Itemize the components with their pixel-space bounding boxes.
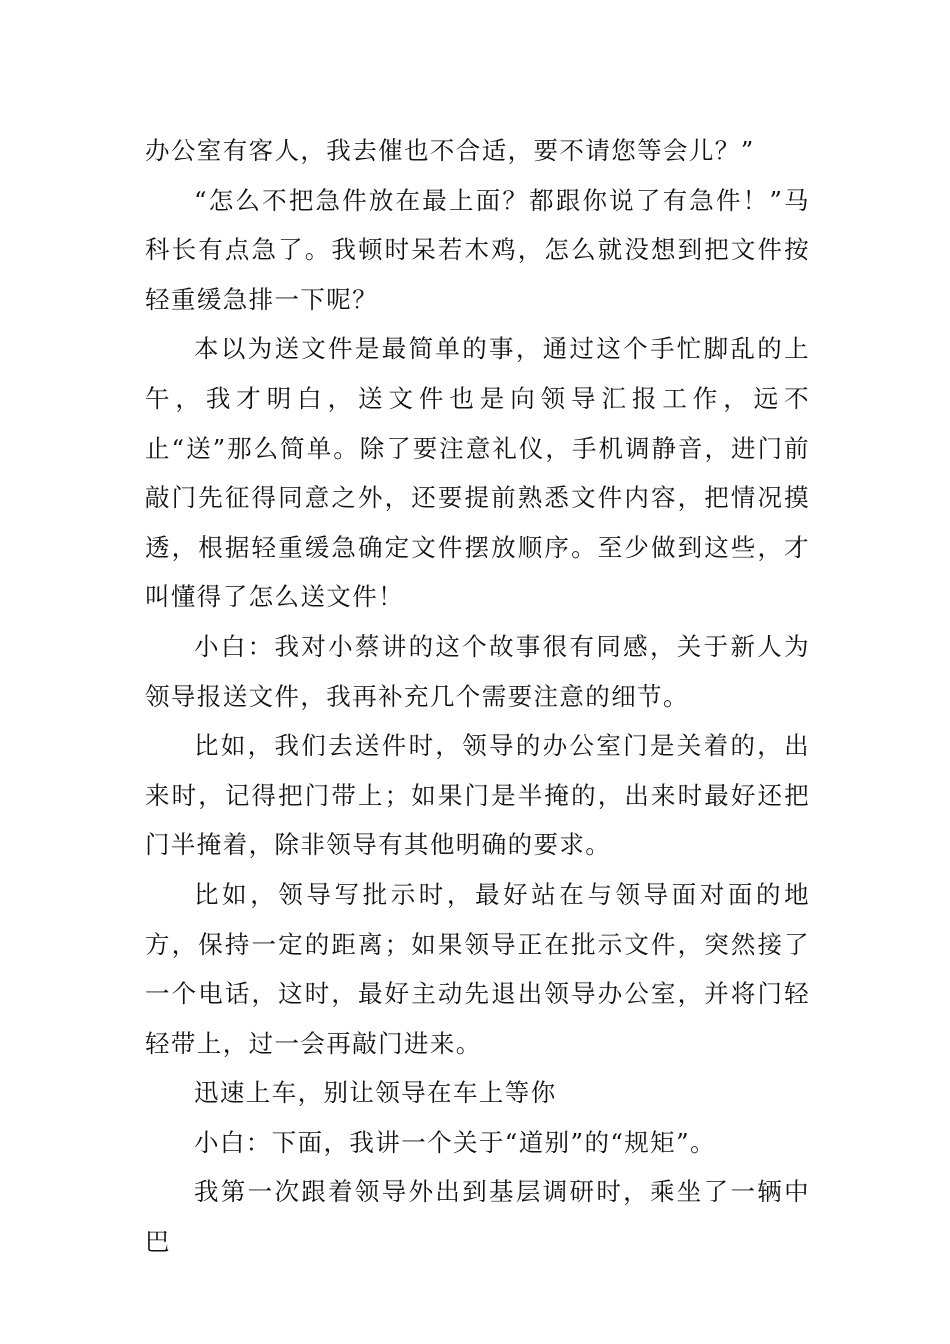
paragraph: 比如，领导写批示时，最好站在与领导面对面的地方，保持一定的距离；如果领导正在批示文件，突然接了一个电话，这时，最好主动先退出领导办公室，并将门轻轻带上，过一会再敲门进来。: [145, 879, 810, 1058]
section-heading: 迅速上车，别让领导在车上等你: [194, 1078, 557, 1108]
paragraph: 小白：我对小蔡讲的这个故事很有同感，关于新人为领导报送文件，我再补充几个需要注意的细节。: [145, 631, 810, 711]
paragraph: “怎么不把急件放在最上面？都跟你说了有急件！”马科长有点急了。我顿时呆若木鸡，怎么就没想到把文件按轻重缓急排一下呢？: [145, 185, 810, 314]
paragraph: 我第一次跟着领导外出到基层调研时，乘坐了一辆中巴: [145, 1177, 810, 1257]
paragraph: 小白：下面，我讲一个关于“道别”的“规矩”。: [194, 1127, 716, 1157]
paragraph: 比如，我们去送件时，领导的办公室门是关着的，出来时，记得把门带上；如果门是半掩的，出来时最好还把门半掩着，除非领导有其他明确的要求。: [145, 731, 810, 860]
paragraph: 本以为送文件是最简单的事，通过这个手忙脚乱的上午，我才明白，送文件也是向领导汇报工作，远不止“送”那么简单。除了要注意礼仪，手机调静音，进门前敲门先征得同意之外，还要提前熟悉文件内容，把情况摸透，根据轻重缓急确定文件摆放顺序。至少做到这些，才叫懂得了怎么送文件！: [145, 334, 810, 612]
paragraph-continuation: 办公室有客人，我去催也不合适，要不请您等会儿？”: [145, 136, 755, 165]
document-body: [145, 126, 810, 1267]
